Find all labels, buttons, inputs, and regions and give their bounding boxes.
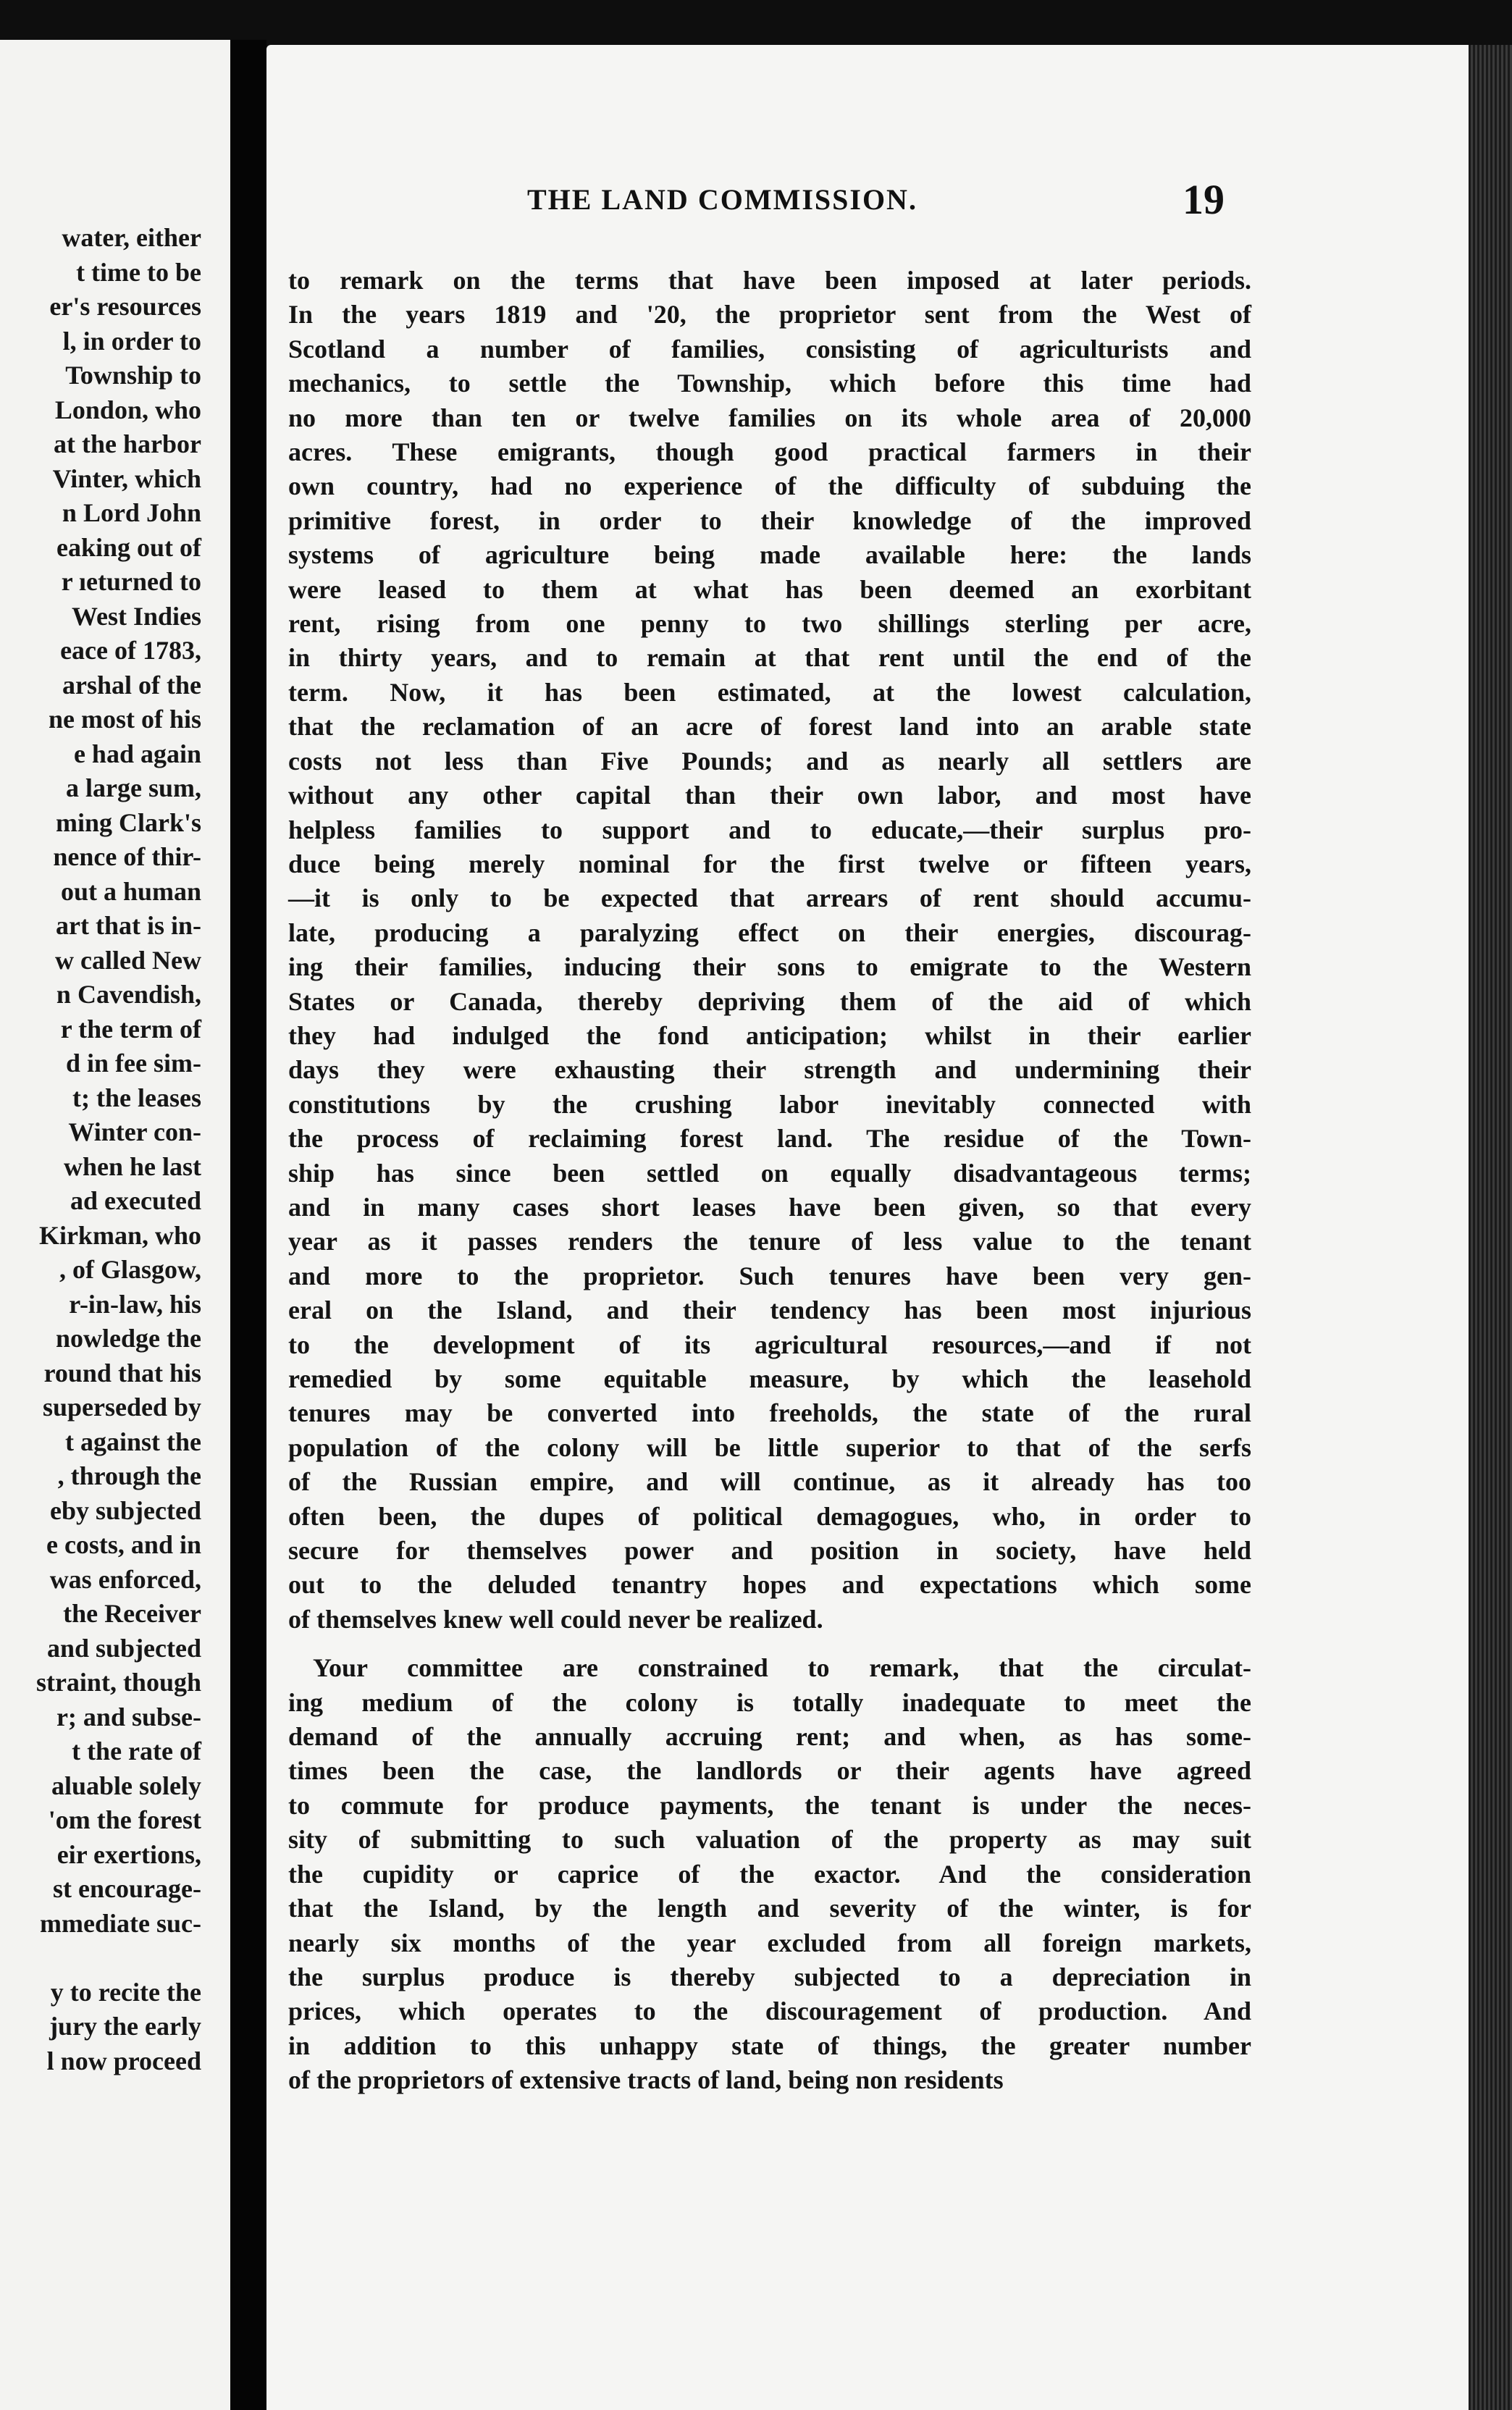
text-line: eral on the Island, and their tendency has been most injurious — [288, 1296, 1251, 1325]
text-line: the process of reclaiming forest land. The residue of the Town- — [288, 1124, 1251, 1154]
text-line: tenures may be converted into freeholds, the state of the rural — [288, 1398, 1251, 1428]
text-line: remedied by some equitable measure, by which the leasehold — [288, 1364, 1251, 1393]
facing-page-line: round that his — [43, 1358, 201, 1387]
facing-page-line: Winter con- — [68, 1117, 201, 1146]
text-line: out to the deluded tenantry hopes and expectations which some — [288, 1570, 1251, 1600]
text-line: to remark on the terms that have been imposed at later periods. — [288, 266, 1251, 295]
facing-page-line: jury the early — [49, 2012, 201, 2041]
facing-page-line: and subjected — [46, 1633, 201, 1663]
text-line: without any other capital than their own labor, and most have — [288, 781, 1251, 810]
facing-page-line: eir exertions, — [56, 1839, 201, 1869]
text-line: term. Now, it has been estimated, at the lowest calculation, — [288, 677, 1251, 707]
facing-page-line: aluable solely — [51, 1771, 201, 1800]
text-line: that the Island, by the length and severity of the winter, is for — [288, 1894, 1251, 1923]
facing-page-line: er's resources — [49, 292, 201, 321]
facing-page-line: n Cavendish, — [56, 980, 201, 1009]
facing-page-line: out a human — [60, 876, 201, 906]
text-line: Scotland a number of families, consisting of agriculturists and — [288, 334, 1251, 364]
facing-page-line: , of Glasgow, — [59, 1255, 201, 1284]
text-line: the surplus produce is thereby subjected to a depreciation in — [288, 1962, 1251, 1991]
text-line: no more than ten or twelve families on its whole area of 20,000 — [288, 403, 1251, 432]
facing-page-line: eace of 1783, — [60, 636, 201, 665]
facing-page-line: , through the — [57, 1461, 201, 1490]
text-line: to the development of its agricultural resources,—and if not — [288, 1330, 1251, 1359]
text-line: systems of agriculture being made available here: the lands — [288, 540, 1251, 570]
facing-page-line: l now proceed — [46, 2046, 201, 2075]
facing-page-line: West Indies — [71, 601, 201, 631]
book-gutter — [230, 40, 266, 2410]
facing-page-line: t time to be — [76, 257, 201, 287]
text-line: ing their families, inducing their sons to emigrate to the Western — [288, 952, 1251, 982]
text-line: duce being merely nominal for the first twelve or fifteen years, — [288, 849, 1251, 878]
facing-page-line: r the term of — [60, 1014, 201, 1044]
text-line: —it is only to be expected that arrears of rent should accumu- — [288, 883, 1251, 913]
text-line: rent, rising from one penny to two shillings sterling per acre, — [288, 609, 1251, 639]
facing-page-line: t the rate of — [72, 1737, 201, 1765]
text-line: secure for themselves power and position in society, have held — [288, 1536, 1251, 1566]
text-line: nearly six months of the year excluded from all foreign markets, — [288, 1928, 1251, 1957]
text-line: and more to the proprietor. Such tenures have been very gen- — [288, 1261, 1251, 1290]
facing-page-line: London, who — [54, 395, 201, 424]
text-line: in thirty years, and to remain at that rent until the end of the — [288, 643, 1251, 673]
facing-page-line: e costs, and in — [46, 1530, 201, 1559]
facing-page-line: when he last — [63, 1151, 201, 1181]
facing-page-line — [0, 1941, 201, 1976]
text-line: year as it passes renders the tenure of less value to the tenant — [288, 1227, 1251, 1256]
facing-page-line: 'om the forest — [48, 1805, 201, 1834]
facing-page-line: Township to — [65, 361, 201, 390]
facing-page-line: nowledge the — [56, 1324, 201, 1353]
paragraph-1 — [288, 264, 1251, 1637]
text-line: primitive forest, in order to their knowledge of the improved — [288, 505, 1251, 535]
facing-page-line: d in fee sim- — [66, 1049, 201, 1078]
facing-page-text — [0, 221, 201, 2078]
text-line: States or Canada, thereby depriving them of the aid of which — [288, 986, 1251, 1016]
text-line: days they were exhausting their strength and undermining their — [288, 1055, 1251, 1085]
text-line: prices, which operates to the discouragement of production. And — [288, 1997, 1251, 2026]
text-line: they had indulged the fond anticipation; whilst in their earlier — [288, 1020, 1251, 1050]
text-line: Your committee are constrained to remark, that the circulat- — [313, 1653, 1251, 1683]
facing-page-line: art that is in- — [56, 911, 201, 940]
paragraph-2 — [288, 1651, 1251, 2097]
facing-page-line: e had again — [73, 739, 201, 768]
facing-page-line: water, either — [62, 223, 201, 252]
facing-page-line: Kirkman, who — [38, 1220, 201, 1250]
facing-page-line: r-in-law, his — [69, 1289, 201, 1319]
facing-page-line: straint, though — [35, 1668, 201, 1697]
text-line: of themselves knew well could never be realized. — [288, 1604, 823, 1634]
text-line: to commute for produce payments, the tenant is under the neces- — [288, 1790, 1251, 1820]
facing-page-line: eaking out of — [56, 532, 201, 562]
text-line: and in many cases short leases have been given, so that every — [288, 1192, 1251, 1222]
text-line: that the reclamation of an acre of forest land into an arable state — [288, 712, 1251, 742]
facing-page-line: y to recite the — [50, 1977, 201, 2007]
running-title: THE LAND COMMISSION. — [527, 183, 917, 216]
facing-page-line: r; and subse- — [56, 1702, 201, 1731]
facing-page-line: r ıeturned to — [61, 567, 201, 596]
facing-page-line: t against the — [65, 1427, 201, 1456]
facing-page-line: ne most of his — [48, 705, 201, 734]
facing-page-line: arshal of the — [62, 670, 201, 700]
text-line: sity of submitting to such valuation of the property as may suit — [288, 1825, 1251, 1855]
text-line: often been, the dupes of political demagogues, who, in order to — [288, 1501, 1251, 1531]
running-head — [266, 139, 1469, 223]
text-line: helpless families to support and to educate,—their surplus pro- — [288, 815, 1251, 844]
facing-page-left — [0, 40, 230, 2410]
text-line: acres. These emigrants, though good practical farmers in their — [288, 437, 1251, 467]
text-line: constitutions by the crushing labor inevitably connected with — [288, 1089, 1251, 1119]
text-line: ing medium of the colony is totally inadequate to meet the — [288, 1687, 1251, 1717]
text-line: were leased to them at what has been deemed an exorbitant — [288, 574, 1251, 604]
text-line: population of the colony will be little superior to that of the serfs — [288, 1432, 1251, 1462]
facing-page-line: was enforced, — [49, 1564, 201, 1594]
facing-page-line: superseded by — [42, 1393, 201, 1422]
text-line: In the years 1819 and '20, the proprietor sent from the West of — [288, 300, 1251, 329]
facing-page-line: st encourage- — [53, 1874, 201, 1903]
page-edges — [1469, 45, 1512, 2410]
text-line: the cupidity or caprice of the exactor. And the consideration — [288, 1859, 1251, 1889]
page-19 — [266, 45, 1469, 2410]
facing-page-line: the Receiver — [63, 1599, 201, 1628]
facing-page-line: a large sum, — [66, 773, 201, 802]
facing-page-line: t; the leases — [72, 1083, 201, 1112]
facing-page-line: n Lord John — [62, 498, 201, 527]
facing-page-line: l, in order to — [62, 326, 201, 356]
text-line: demand of the annually accruing rent; and when, as has some- — [288, 1722, 1251, 1752]
text-line: costs not less than Five Pounds; and as nearly all settlers are — [288, 746, 1251, 776]
text-line: ship has since been settled on equally disadvantageous terms; — [288, 1158, 1251, 1188]
facing-page-line: Vinter, which — [52, 463, 201, 493]
facing-page-line: nence of thir- — [53, 842, 201, 871]
text-line: in addition to this unhappy state of things, the greater number — [288, 2031, 1251, 2060]
facing-page-line: eby subjected — [50, 1495, 201, 1525]
facing-page-line: at the harbor — [54, 429, 201, 458]
facing-page-line: ming Clark's — [55, 807, 201, 837]
facing-page-line: ad executed — [70, 1186, 201, 1215]
text-line: late, producing a paralyzing effect on their energies, discourag- — [288, 918, 1251, 947]
text-line: times been the case, the landlords or their agents have agreed — [288, 1756, 1251, 1786]
facing-page-line: w called New — [55, 945, 201, 975]
text-line: mechanics, to settle the Township, which before this time had — [288, 369, 1251, 398]
facing-page-line: mmediate suc- — [40, 1908, 201, 1938]
text-line: of the proprietors of extensive tracts of land, being non residents — [288, 2065, 1004, 2095]
body-text — [288, 264, 1251, 2098]
text-line: of the Russian empire, and will continue, as it already has too — [288, 1467, 1251, 1497]
page-number: 19 — [1183, 176, 1225, 223]
text-line: own country, had no experience of the difficulty of subduing the — [288, 471, 1251, 501]
